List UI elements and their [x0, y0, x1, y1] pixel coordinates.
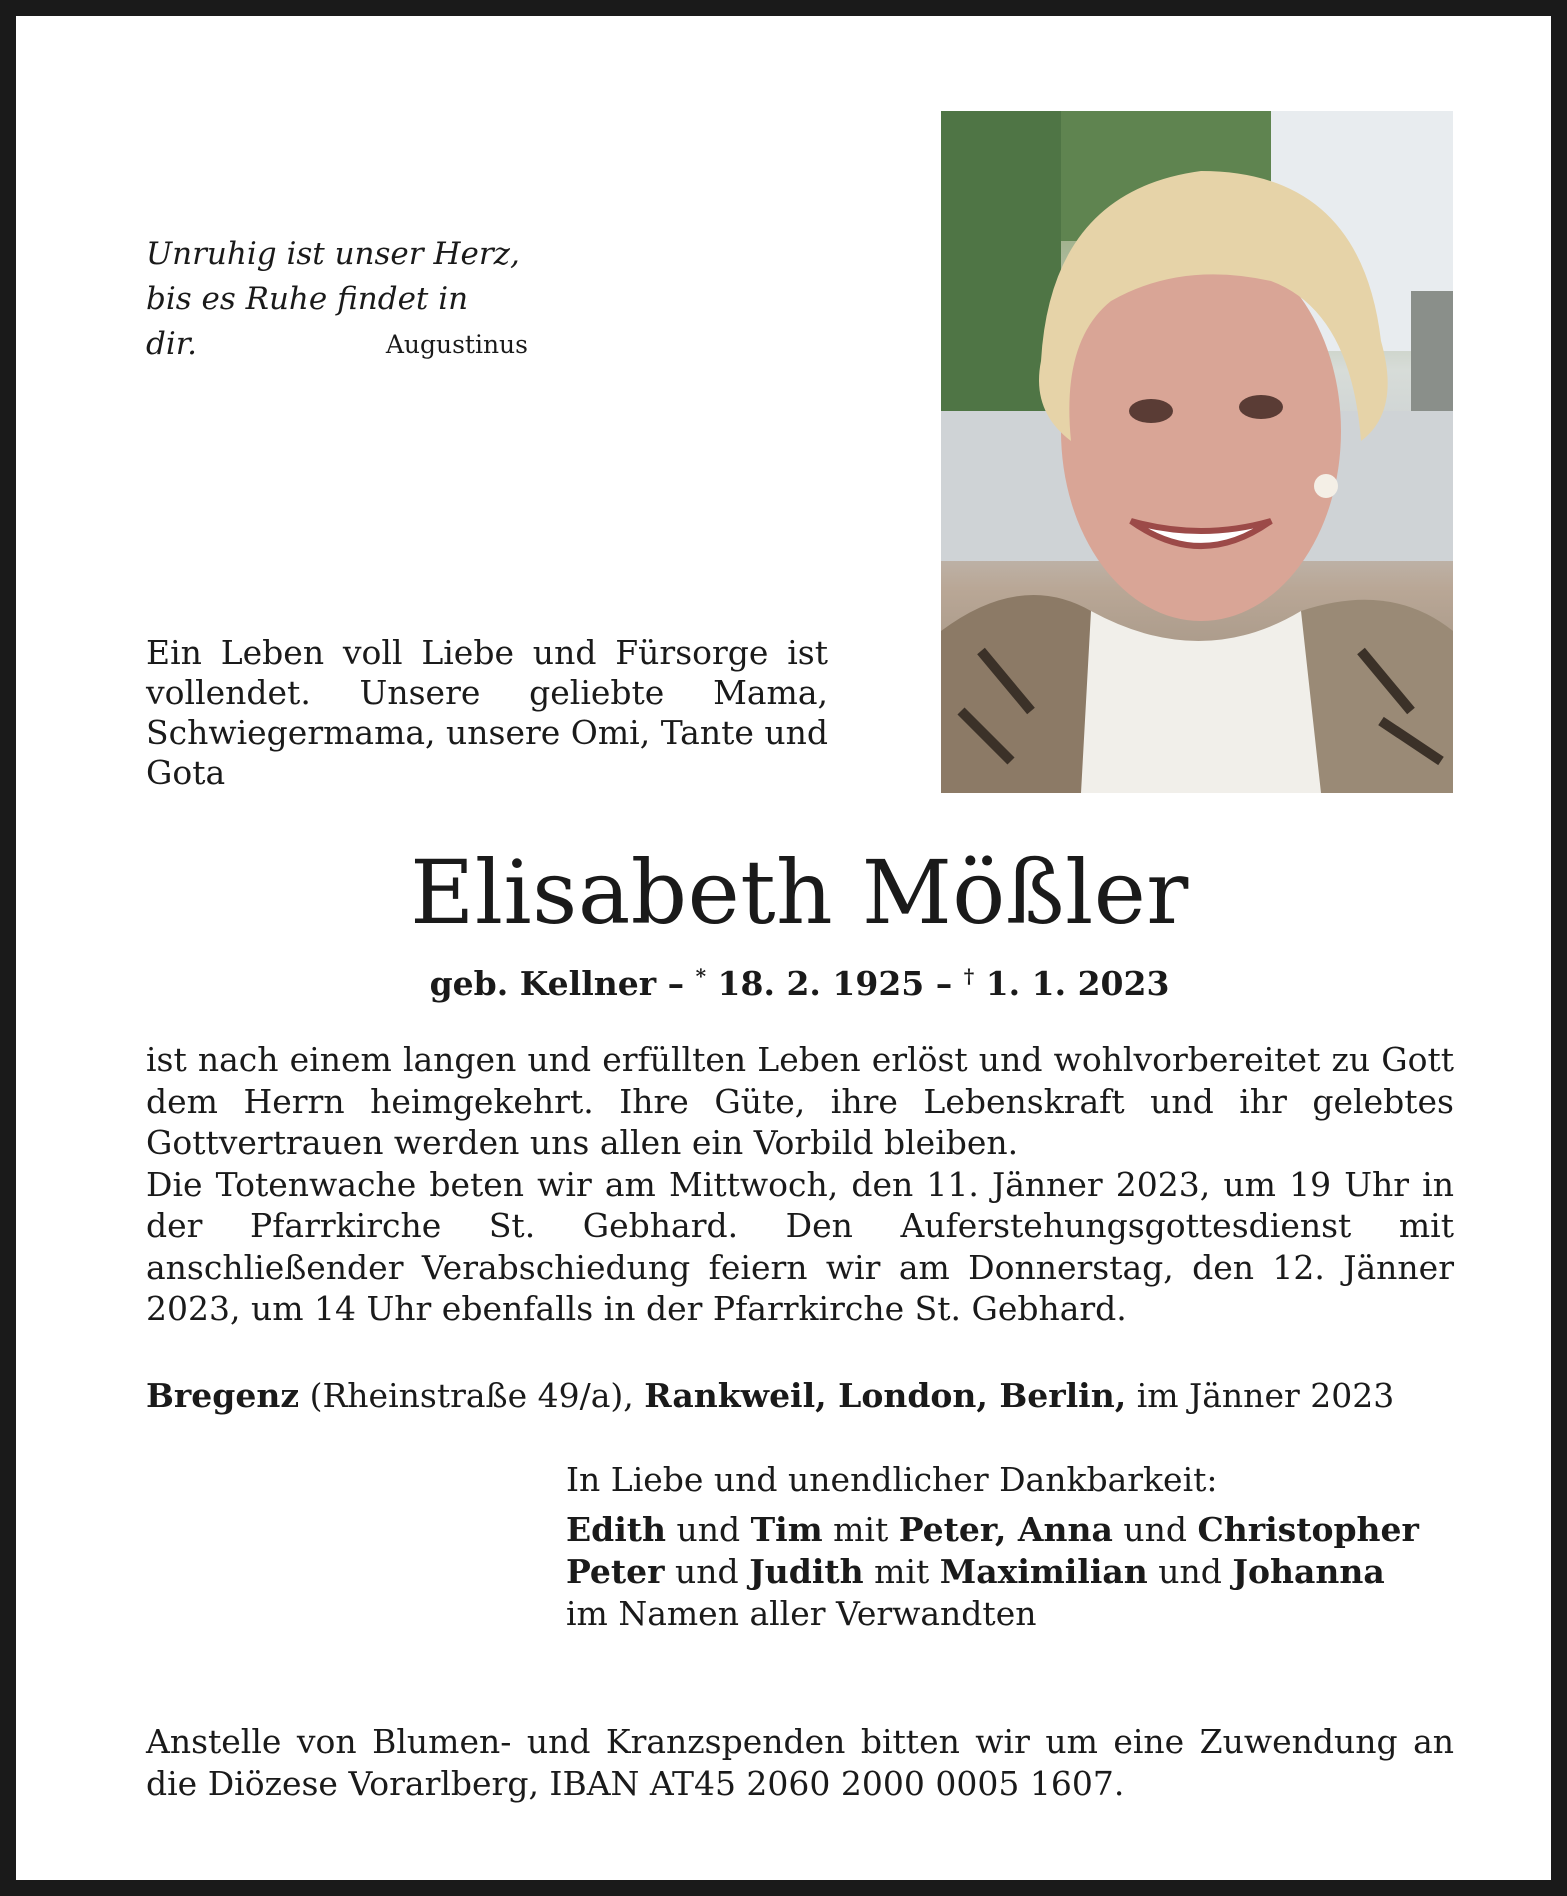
place-city: Bregenz	[146, 1376, 300, 1415]
family-connector: und	[666, 1510, 751, 1549]
maiden-name: geb. Kellner –	[429, 964, 685, 1003]
family-connector: und	[1147, 1552, 1233, 1591]
places-line	[146, 1374, 1456, 1418]
family-line-1	[566, 1509, 1456, 1551]
family-connector: und	[1112, 1510, 1198, 1549]
thanks-intro: In Liebe und unendlicher Dankbarkeit:	[566, 1460, 1218, 1499]
deceased-name: Elisabeth Mößler	[410, 841, 1189, 944]
family-member-name: Christopher	[1197, 1510, 1419, 1549]
birth-date: 18. 2. 1925 –	[706, 964, 953, 1003]
announcement-paragraph-2: Die Totenwache beten wir am Mittwoch, den 11. Jänner 2023, um 19 Uhr in der Pfarrkirche St. Gebhard. Den Auferstehungsgottesdienst mit anschließender Verabschiedung feiern wir am Donnerstag, den 12. Jänner 2023, um 14 Uhr ebenfalls in der Pfarrkirche St. Gebhard.	[146, 1164, 1454, 1328]
family-connector: mit	[863, 1552, 940, 1591]
portrait-photo	[941, 111, 1453, 793]
quote-author: Augustinus	[385, 330, 528, 359]
family-member-name: Maximilian	[939, 1552, 1148, 1591]
family-line-2	[566, 1551, 1456, 1593]
quote-line-2: bis es Ruhe findet in dir.	[146, 281, 469, 362]
family-connector: und	[664, 1552, 750, 1591]
death-date: 1. 1. 2023	[974, 964, 1170, 1003]
family-closing: im Namen aller Verwandten	[566, 1594, 1037, 1633]
family-member-name: Johanna	[1232, 1552, 1385, 1591]
place-date: im Jänner 2023	[1126, 1376, 1395, 1415]
family-names	[566, 1509, 1456, 1635]
family-member-name: Tim	[750, 1510, 823, 1549]
family-member-name: Peter	[566, 1552, 665, 1591]
donation-note: Anstelle von Blumen- und Kranzspenden bitten wir um eine Zuwendung an die Diözese Vorarlberg, IBAN AT45 2060 2000 0005 1607.	[146, 1722, 1454, 1803]
family-connector: mit	[822, 1510, 899, 1549]
death-symbol: †	[963, 964, 975, 988]
family-member-name: Judith	[749, 1552, 864, 1591]
portrait-illustration	[941, 111, 1453, 793]
family-member-name: Peter, Anna	[898, 1510, 1113, 1549]
family-member-name: Edith	[566, 1510, 666, 1549]
birth-death-line	[16, 954, 1567, 1006]
intro-text: Ein Leben voll Liebe und Fürsorge ist vollendet. Unsere geliebte Mama, Schwiegermama, unsere Omi, Tante und Gota	[146, 633, 828, 792]
birth-symbol: *	[695, 964, 707, 988]
announcement-body	[146, 1039, 1454, 1330]
announcement-paragraph-1: ist nach einem langen und erfüllten Leben erlöst und wohlvorbereitet zu Gott dem Herrn heimgekehrt. Ihre Güte, ihre Lebenskraft und ihr gelebtes Gottvertrauen werden uns allen ein Vorbild bleiben.	[146, 1040, 1454, 1162]
quote-line-1: Unruhig ist unser Herz,	[146, 236, 520, 272]
place-other-cities: Rankweil, London, Berlin,	[644, 1376, 1127, 1415]
place-address: (Rheinstraße 49/a),	[299, 1376, 645, 1415]
